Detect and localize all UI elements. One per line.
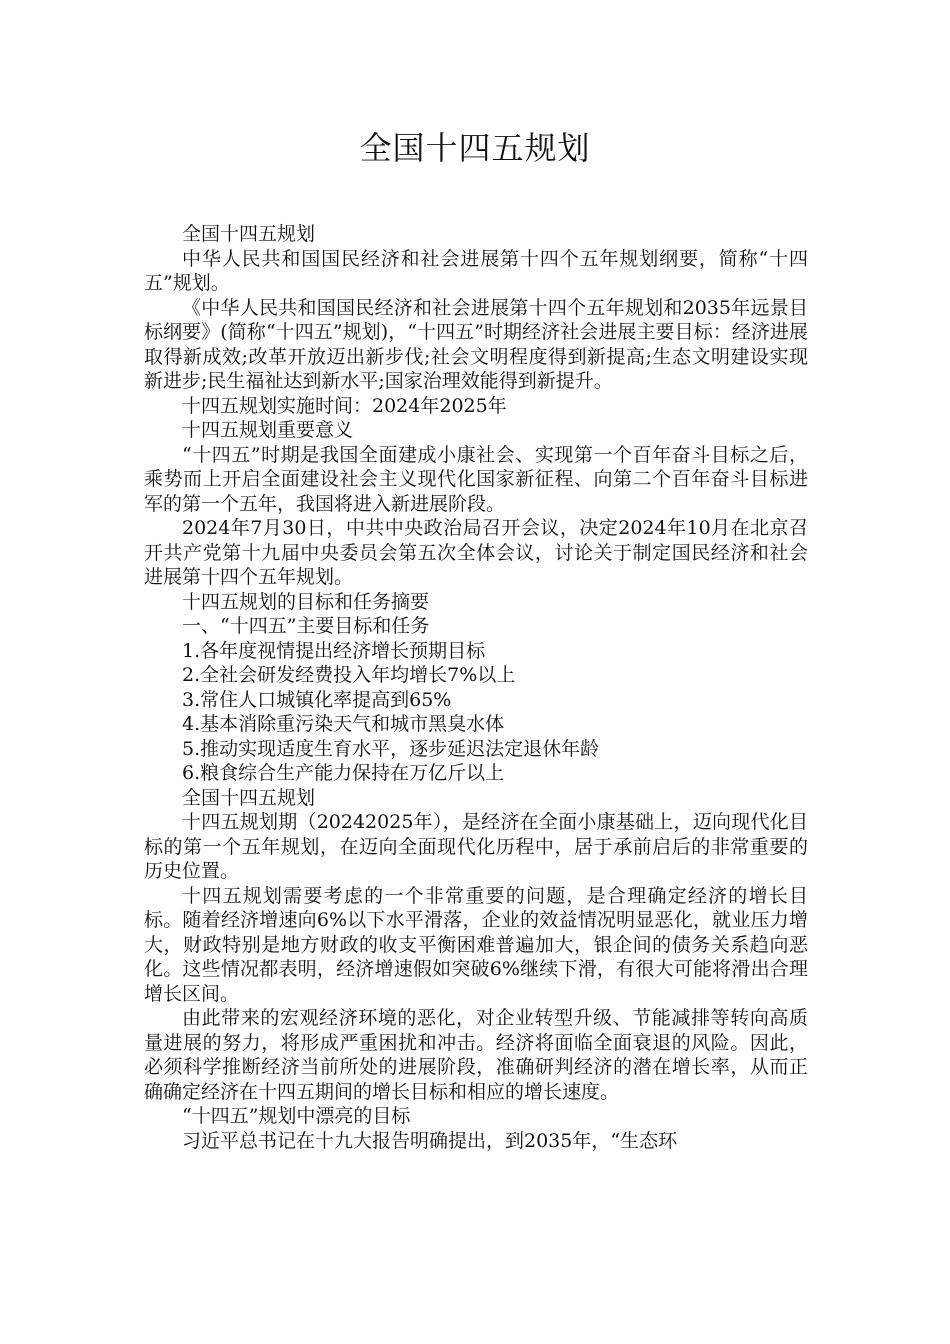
paragraph: 《中华人民共和国国民经济和社会进展第十四个五年规划和2035年远景目标纲要》(简称“十四五”规划)，“十四五”时期经济社会进展主要目标：经济进展取得新成效;改革开放迈出新步伐;社会文明程度得到新提高;生态文明建设实现新进步;民生福祉达到新水平;国家治理效能得到新提升。	[144, 296, 808, 392]
paragraph: 十四五规划的目标和任务摘要	[182, 590, 430, 613]
paragraph: 中华人民共和国国民经济和社会进展第十四个五年规划纲要，简称“十四五”规划。	[144, 247, 808, 294]
paragraph: 全国十四五规划	[182, 786, 316, 809]
paragraph: “十四五”时期是我国全面建成小康社会、实现第一个百年奋斗目标之后，乘势而上开启全面建设社会主义现代化国家新征程、向第二个百年奋斗目标进军的第一个五年，我国将进入新进展阶段。	[144, 443, 808, 515]
document-body	[144, 222, 808, 1153]
paragraph: 2024年7月30日，中共中央政治局召开会议，决定2024年10月在北京召开共产党第十九届中央委员会第五次全体会议，讨论关于制定国民经济和社会进展第十四个五年规划。	[144, 517, 808, 588]
list-item: 1.各年度视情提出经济增长预期目标	[182, 639, 486, 662]
list-item: 3.常住人口城镇化率提高到65%	[182, 688, 452, 711]
list-item: 2.全社会研发经费投入年均增长7%以上	[182, 664, 516, 686]
paragraph: “十四五”规划中漂亮的目标	[182, 1105, 411, 1127]
document-title: 全国十四五规划	[359, 129, 591, 167]
paragraph: 十四五规划期（20242025年），是经济在全面小康基础上，迈向现代化目标的第一个五年规划，在迈向全面现代化历程中，居于承前启后的非常重要的历史位置。	[144, 811, 808, 882]
paragraph: 习近平总书记在十九大报告明确提出，到2035年，“生态环	[182, 1129, 678, 1152]
paragraph: 十四五规划需要考虑的一个非常重要的问题，是合理确定经济的增长目标。随着经济增速向6%以下水平滑落，企业的效益情况明显恶化，就业压力增大，财政特别是地方财政的收支平衡困难普遍加大，银企间的债务关系趋向恶化。这些情况都表明，经济增速假如突破6%继续下滑，有很大可能将滑出合理增长区间。	[144, 884, 808, 1005]
list-item: 4.基本消除重污染天气和城市黑臭水体	[182, 713, 505, 735]
paragraph: 一、“十四五”主要目标和任务	[182, 615, 430, 637]
paragraph: 由此带来的宏观经济环境的恶化，对企业转型升级、节能减排等转向高质量进展的努力，将形成严重困扰和冲击。经济将面临全面衰退的风险。因此，必须科学推断经济当前所处的进展阶段，准确研判经济的潜在增长率，从而正确确定经济在十四五期间的增长目标和相应的增长速度。	[144, 1007, 808, 1103]
paragraph: 十四五规划实施时间：2024年2025年	[182, 394, 507, 417]
list-item: 5.推动实现适度生育水平，逐步延迟法定退休年龄	[182, 737, 600, 760]
list-item: 6.粮食综合生产能力保持在万亿斤以上	[182, 762, 505, 784]
paragraph: 十四五规划重要意义	[182, 419, 354, 441]
paragraph: 全国十四五规划	[182, 223, 316, 245]
